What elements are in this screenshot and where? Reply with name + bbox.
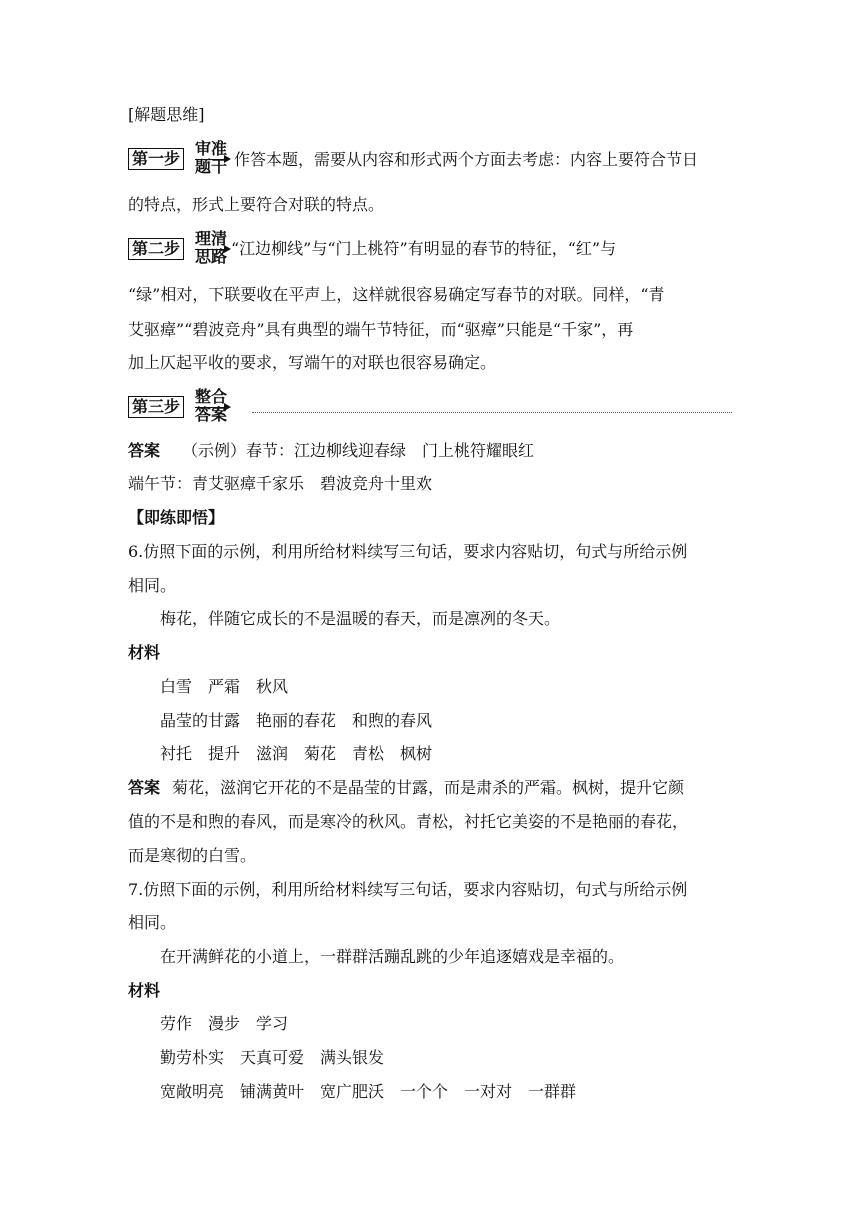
section-title: [解题思维] (128, 105, 205, 124)
step3-arrow-icon (195, 407, 229, 408)
step1-text-1: 作答本题，需要从内容和形式两个方面去考虑：内容上要符合节日 (234, 150, 699, 169)
step1-label (195, 140, 227, 176)
step3-label-bottom: 答案 (195, 405, 228, 424)
step3-box: 第三步 (128, 396, 184, 418)
q6-material-label: 材料 (128, 643, 161, 662)
q6-material-2: 晶莹的甘露 艳丽的春花 和煦的春风 (160, 711, 433, 730)
step1-arrow-icon (195, 159, 229, 160)
step2-label (195, 230, 227, 266)
q6-answer-text-2: 值的不是和煦的春风，而是寒冷的秋风。青松，衬托它美姿的不是艳丽的春花， (128, 812, 689, 831)
step1-label-top: 审准 (195, 139, 228, 158)
q6-answer-line-1 (128, 777, 684, 799)
answer1-line-1 (128, 440, 534, 462)
q7-material-label: 材料 (128, 981, 161, 1000)
practice-title: 【即练即悟】 (128, 508, 225, 527)
step3-label (195, 388, 227, 424)
step2-text-2: “绿”相对，下联要收在平声上，这样就很容易确定写春节的对联。同样，“青 (128, 285, 665, 304)
q7-material-1: 劳作 漫步 学习 (160, 1014, 289, 1033)
q7-text-1: 7.仿照下面的示例，利用所给材料续写三句话，要求内容贴切，句式与所给示例 (128, 880, 688, 899)
answer1-label: 答案 (128, 441, 161, 460)
answer1-text-2: 端午节：青艾驱瘴千家乐 碧波竞舟十里欢 (128, 474, 433, 493)
answer1-text-1: （示例）春节：江边柳线迎春绿 门上桃符耀眼红 (182, 441, 535, 460)
step3-label-top: 整合 (195, 387, 228, 406)
q7-material-3: 宽敞明亮 铺满黄叶 宽广肥沃 一个个 一对对 一群群 (160, 1082, 577, 1101)
q6-text-1: 6.仿照下面的示例，利用所给材料续写三句话，要求内容贴切，句式与所给示例 (128, 542, 688, 561)
step2-label-bottom: 思路 (195, 247, 228, 266)
q7-text-2: 相同。 (128, 913, 177, 932)
step2-arrow-icon (195, 249, 229, 250)
q6-answer-text-1: 菊花，滋润它开花的不是晶莹的甘露，而是肃杀的严霜。枫树，提升它颜 (172, 778, 685, 797)
step1-box: 第一步 (128, 148, 184, 170)
q6-material-1: 白雪 严霜 秋风 (160, 677, 289, 696)
step1-text-2: 的特点，形式上要符合对联的特点。 (128, 195, 385, 214)
q7-example: 在开满鲜花的小道上，一群群活蹦乱跳的少年追逐嬉戏是幸福的。 (160, 947, 625, 966)
step2-label-top: 理清 (195, 229, 228, 248)
dotted-leader (252, 412, 732, 413)
q6-text-2: 相同。 (128, 576, 177, 595)
q6-answer-label: 答案 (128, 778, 161, 797)
q6-material-3: 衬托 提升 滋润 菊花 青松 枫树 (160, 744, 433, 763)
step2-text-1: “江边柳线”与“门上桃符”有明显的春节的特征，“红”与 (231, 239, 617, 258)
q6-example: 梅花，伴随它成长的不是温暖的春天，而是凛冽的冬天。 (160, 609, 561, 628)
q6-answer-text-3: 而是寒彻的白雪。 (128, 846, 257, 865)
q7-material-2: 勤劳朴实 天真可爱 满头银发 (160, 1048, 385, 1067)
step1-label-bottom: 题干 (195, 157, 228, 176)
step2-text-4: 加上仄起平收的要求，写端午的对联也很容易确定。 (128, 353, 497, 372)
step2-box: 第二步 (128, 238, 184, 260)
step2-text-3: 艾驱瘴”“碧波竞舟”具有典型的端午节特征，而“驱瘴”只能是“千家”，再 (128, 320, 634, 339)
